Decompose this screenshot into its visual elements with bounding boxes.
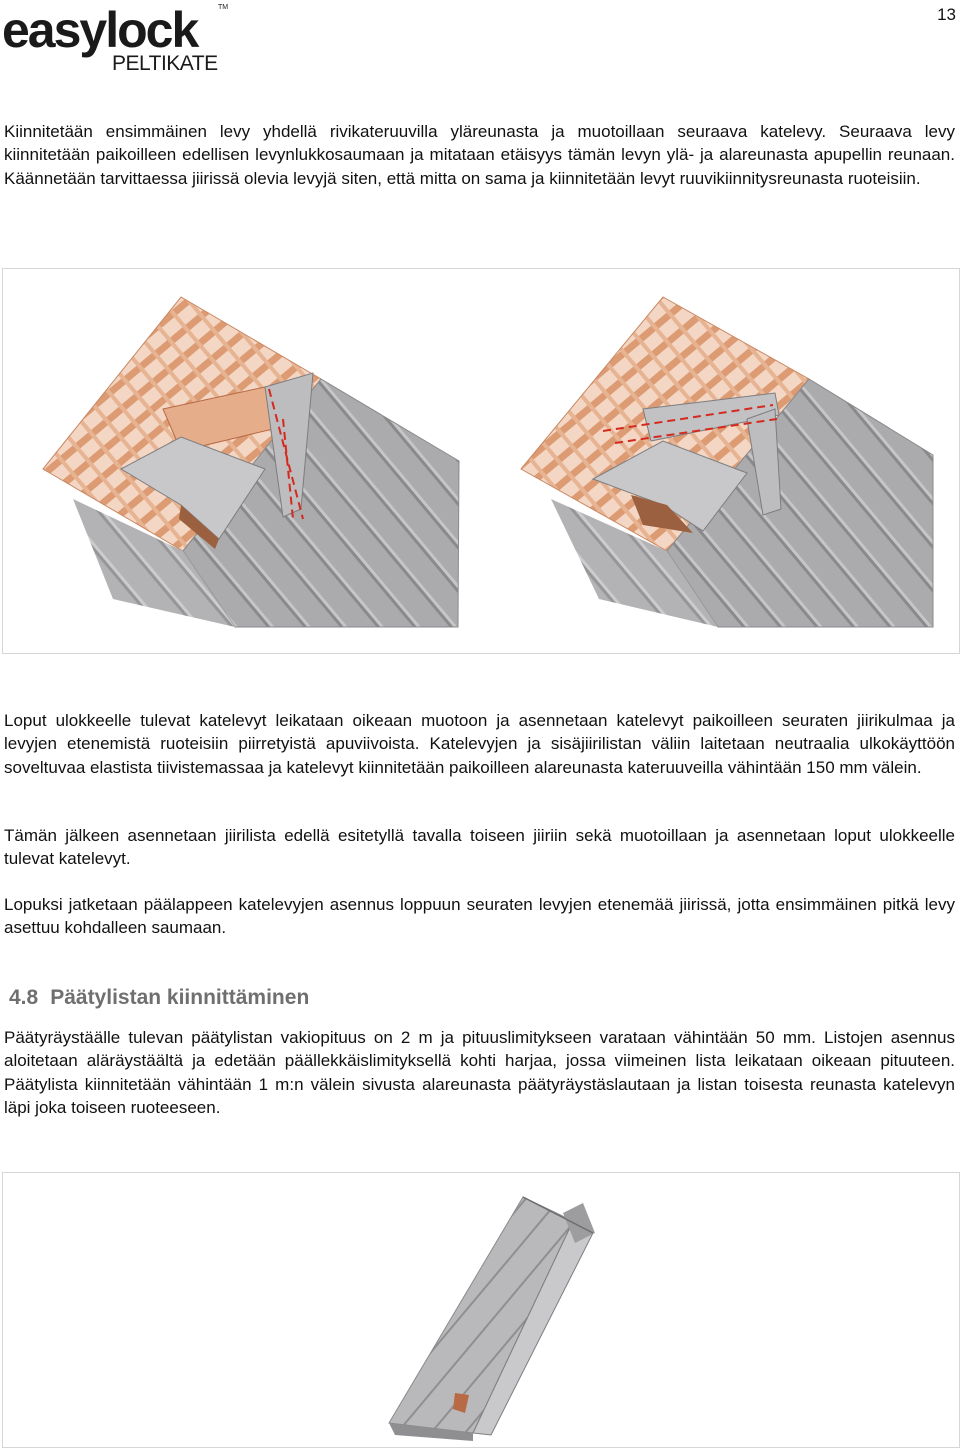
- left-roof-drawing: [43, 297, 459, 627]
- gable-trim-drawing: [389, 1197, 595, 1441]
- paragraph-1: Kiinnitetään ensimmäinen levy yhdellä rivikateruuvilla yläreunasta ja muotoillaan seuraava katelevy. Seuraava levy kiinnitetään paikoilleen edellisen levynlukkosaumaan ja mitataan etäisyys tämän levyn ylä- ja alareunasta apupellin reunaan. Käännetään tarvittaessa jiirissä olevia levyjä siten, että mitta on sama ja kiinnitetään levyt ruuvikiinnitysreunasta ruoteisiin.: [4, 122, 955, 188]
- section-heading: [6, 986, 309, 1010]
- page-number: 13: [937, 5, 956, 24]
- brand-subtitle: PELTIKATE: [112, 52, 218, 75]
- section-number: 4.8: [9, 986, 39, 1009]
- brand-wordmark: easylock: [2, 2, 198, 58]
- section-title: Päätylistan kiinnittäminen: [50, 986, 310, 1009]
- paragraph-4: Lopuksi jatketaan päälappeen katelevyjen asennus loppuun seuraten levyjen etenemää jiirissä, jotta ensimmäinen pitkä levy asettuu kohdalleen saumaan.: [4, 895, 955, 938]
- right-roof-drawing: [521, 297, 933, 627]
- trademark-mark: TM: [218, 4, 229, 11]
- gable-trim-figure: [2, 1172, 960, 1448]
- roof-illustration-figure: [2, 268, 960, 654]
- easylock-logo: [2, 0, 232, 80]
- paragraph-3: Tämän jälkeen asennetaan jiirilista edellä esitetyllä tavalla toiseen jiiriin sekä muotoillaan ja asennetaan loput ulokkeelle tulevat katelevyt.: [4, 826, 955, 869]
- paragraph-5: Päätyräystäälle tulevan päätylistan vakiopituus on 2 m ja pituuslimitykseen varataan vähintään 50 mm. Listojen asennus aloitetaan aläräystäältä ja edetään päällekkäislimityksellä kohti harjaa, jossa viimeinen lista leikataan oikeaan pituuteen. Päätylista kiinnitetään vähintään 1 m:n välein sivusta alareunasta päätyräystäslautaan ja listan toisesta reunasta katelevyn läpi joka toiseen ruoteeseen.: [4, 1028, 955, 1117]
- paragraph-2: Loput ulokkeelle tulevat katelevyt leikataan oikeaan muotoon ja asennetaan katelevyt paikoilleen seuraten jiirikulmaa ja levyjen etenemistä ruoteisiin piirretyistä apuviivoista. Katelevyjen ja sisäjiirilistan väliin laitetaan neutraalia ulkokäyttöön soveltuvaa elastista tiivistemassaa ja katelevyt kiinnitetään paikoilleen alareunasta kateruuveilla vähintään 150 mm välein.: [4, 711, 955, 777]
